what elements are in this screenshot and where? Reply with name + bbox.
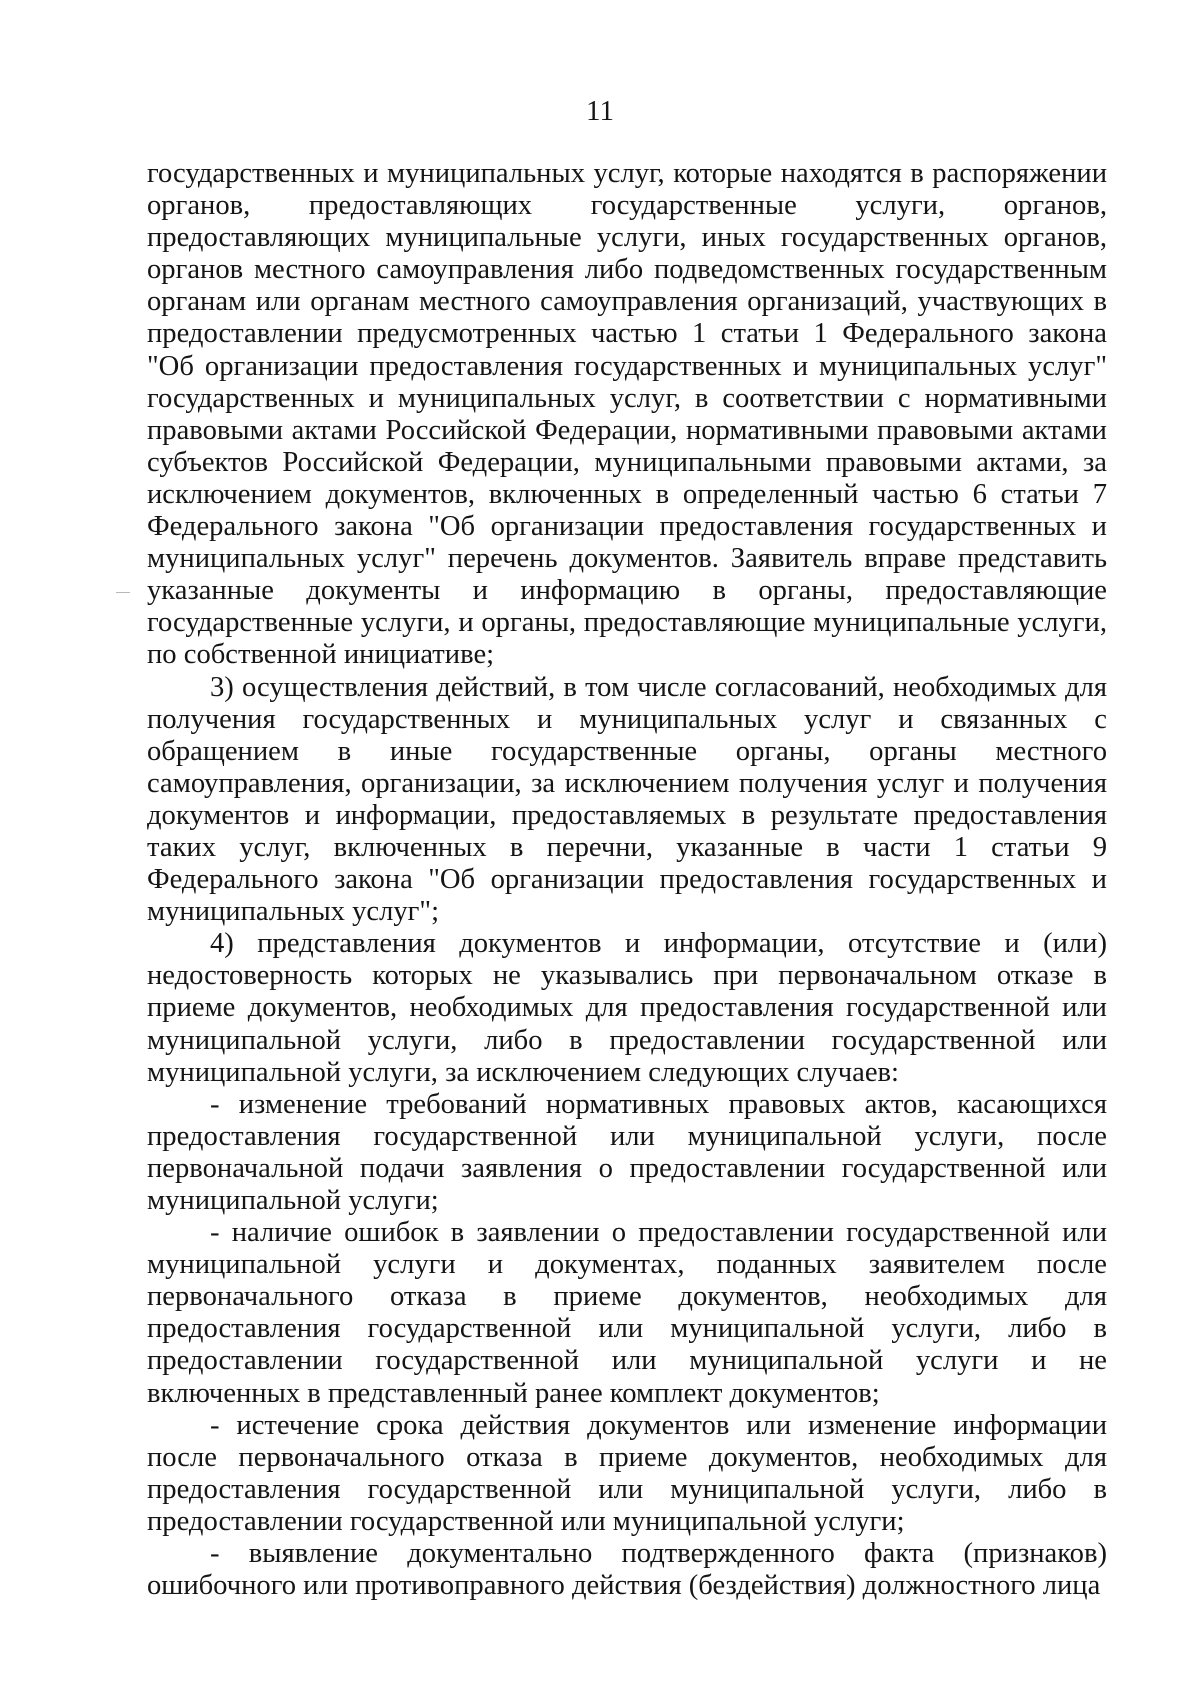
document-body [147,158,1107,1602]
list-item-errors: - наличие ошибок в заявлении о предоставлении государственной или муниципальной услуги и документах, поданных заявителем после первоначального отказа в приеме документов, необходимых для предоставления государственной или муниципальной услуги, либо в предоставлении государственной или муниципальной услуги и не включенных в представленный ранее комплект документов; [147,1217,1107,1409]
margin-mark [116,592,130,593]
list-item-expiry: - истечение срока действия документов или изменение информации после первоначального отказа в приеме документов, необходимых для предоставления государственной или муниципальной услуги, либо в предоставлении государственной или муниципальной услуги; [147,1409,1107,1537]
paragraph-continuation: государственных и муниципальных услуг, которые находятся в распоряжении органов, предоставляющих государственные услуги, органов, предоставляющих муниципальные услуги, иных государственных органов, органов местного самоуправления либо подведомственных государственным органам или органам местного самоуправления организаций, участвующих в предоставлении предусмотренных частью 1 статьи 1 Федерального закона "Об организации предоставления государственных и муниципальных услуг" государственных и муниципальных услуг, в соответствии с нормативными правовыми актами Российской Федерации, нормативными правовыми актами субъектов Российской Федерации, муниципальными правовыми актами, за исключением документов, включенных в определенный частью 6 статьи 7 Федерального закона "Об организации предоставления государственных и муниципальных услуг" перечень документов. Заявитель вправе представить указанные документы и информацию в органы, предоставляющие государственные услуги, и органы, предоставляющие муниципальные услуги, по собственной инициативе; [147,158,1107,671]
list-item-change-requirements: - изменение требований нормативных правовых актов, касающихся предоставления государственной или муниципальной услуги, после первоначальной подачи заявления о предоставлении государственной или муниципальной услуги; [147,1088,1107,1216]
page-number: 11 [586,95,614,127]
paragraph-item-4: 4) представления документов и информации, отсутствие и (или) недостоверность которых не указывались при первоначальном отказе в приеме документов, необходимых для предоставления государственной или муниципальной услуги, либо в предоставлении государственной или муниципальной услуги, за исключением следующих случаев: [147,928,1107,1088]
list-item-fact-detection: - выявление документально подтвержденного факта (признаков) ошибочного или противоправного действия (бездействия) должностного лица [147,1538,1107,1602]
paragraph-item-3: 3) осуществления действий, в том числе согласований, необходимых для получения государственных и муниципальных услуг и связанных с обращением в иные государственные органы, органы местного самоуправления, организации, за исключением получения услуг и получения документов и информации, предоставляемых в результате предоставления таких услуг, включенных в перечни, указанные в части 1 статьи 9 Федерального закона "Об организации предоставления государственных и муниципальных услуг"; [147,671,1107,928]
